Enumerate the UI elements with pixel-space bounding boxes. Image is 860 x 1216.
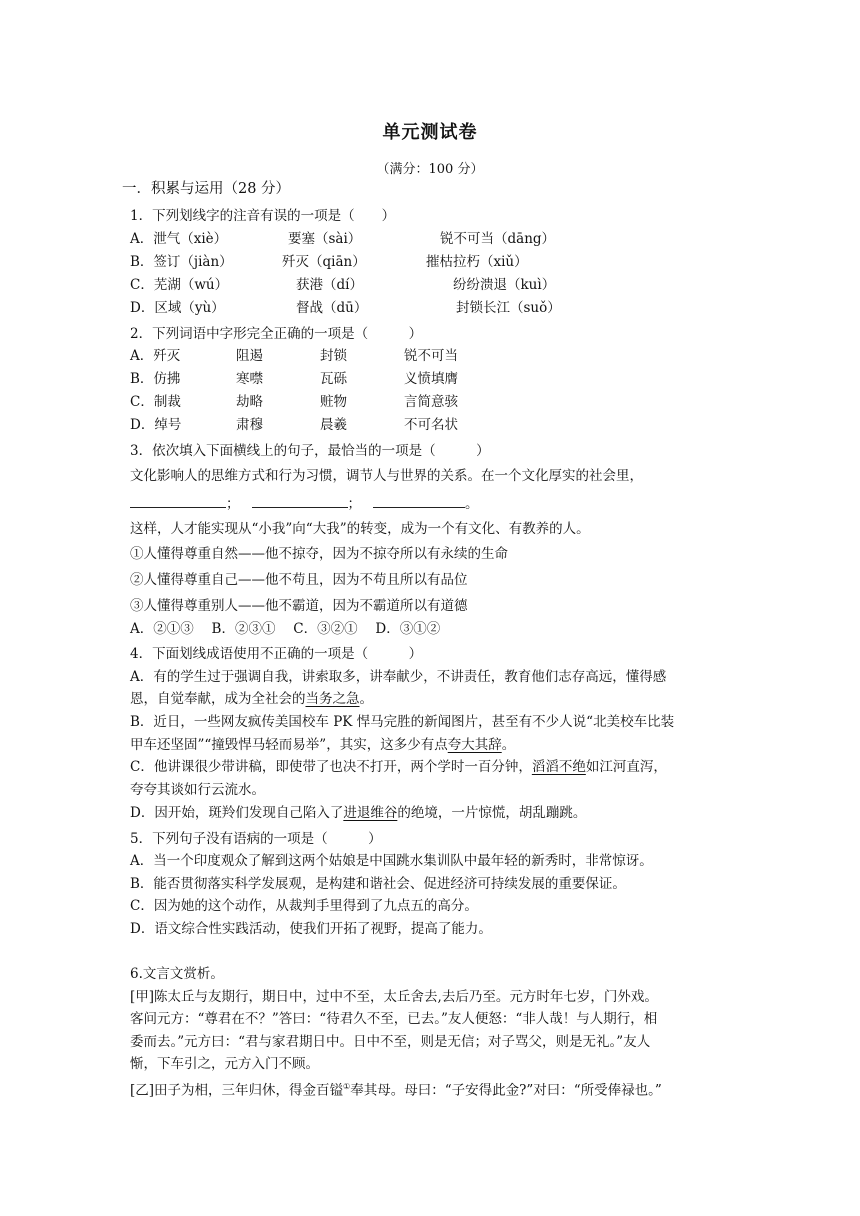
footnote-mark: ①	[343, 1082, 351, 1091]
underlined-idiom: 进退维谷	[343, 805, 398, 821]
q4-option-d: D．因开始，斑羚们发现自己陷入了进退维谷的绝境，一片惊慌，胡乱蹦跳。	[130, 805, 587, 821]
q1-option-a-col2: 要塞（sài）	[288, 231, 362, 247]
q1-option-b-col2: 歼灭（qiān）	[282, 254, 366, 270]
question-6-stem: 6.文言文赏析。	[130, 966, 224, 982]
q6-text-line1: [甲]陈太丘与友期行，期日中，过中不至，太丘舍去,去后乃至。元方时年七岁，门外戏。	[130, 989, 658, 1005]
question-5-stem: 5．下列句子没有语病的一项是（ ）	[130, 831, 382, 847]
q3-passage-line2: 这样，人才能实现从“小我”向“大我”的转变，成为一个有文化、有教养的人。	[130, 521, 590, 537]
q1-option-b-col1: B．签订（jiàn）	[130, 254, 233, 270]
question-2-stem: 2．下列词语中字形完全正确的一项是（ ）	[130, 326, 423, 342]
q2-option-d-w4: 不可名状	[404, 417, 458, 433]
fill-blank[interactable]	[252, 495, 348, 508]
q4-option-c-line2: 夸夸其谈如行云流水。	[130, 782, 265, 798]
q5-option-b: B．能否贯彻落实科学发展观，是构建和谐社会、促进经济可持续发展的重要保证。	[130, 876, 626, 892]
q2-option-d-w3: 晨羲	[320, 417, 347, 433]
q2-option-a-w1: A．歼灭	[130, 348, 181, 364]
q4-option-c-line1: C．他讲课很少带讲稿，即使带了也决不打开，两个学时一百分钟，滔滔不绝如江河直泻，	[130, 759, 667, 775]
q5-option-c: C．因为她的这个动作，从裁判手里得到了九点五的高分。	[130, 898, 478, 914]
q2-option-c-w2: 劫略	[236, 394, 263, 410]
fill-blank[interactable]	[130, 495, 226, 508]
question-4-stem: 4．下面划线成语使用不正确的一项是（ ）	[130, 646, 423, 662]
q6-text-line4: 惭，下车引之，元方入门不顾。	[130, 1056, 319, 1072]
q5-option-d: D．语文综合性实践活动，使我们开拓了视野，提高了能力。	[130, 921, 492, 937]
q1-option-a-col3: 锐不可当（dāng）	[440, 231, 556, 247]
q3-passage-line1: 文化影响人的思维方式和行为习惯，调节人与世界的关系。在一个文化厚实的社会里，	[130, 468, 643, 484]
q3-sentence-1: ①人懂得尊重自然——他不掠夺，因为不掠夺所以有永续的生命	[130, 546, 508, 562]
q1-option-c-col3: 纷纷溃退（kuì）	[453, 277, 556, 293]
q1-option-d-col2: 督战（dū）	[296, 300, 368, 316]
q1-option-c-col1: C．芜湖（wú）	[130, 277, 229, 293]
q4-option-b-line2: 甲车还坚固”“撞毁悍马轻而易举”，其实，这多少有点夸大其辞。	[130, 737, 516, 753]
q3-blank-line: ； ； 。	[130, 495, 479, 513]
q2-option-c-w4: 言简意骇	[404, 394, 458, 410]
q2-option-a-w4: 锐不可当	[404, 348, 458, 364]
q6-text-line2: 客问元方：“尊君在不？”答曰：“待君久不至，已去。”友人便怒：“非人哉！与人期行，相	[130, 1011, 658, 1027]
q4-option-b-line1: B．近日，一些网友疯传美国校车 PK 悍马完胜的新闻图片，甚至有不少人说“北美校车比装	[130, 714, 675, 730]
q1-option-a-col1: A．泄气（xiè）	[130, 231, 228, 247]
q2-option-b-w4: 义愤填膺	[404, 371, 458, 387]
q3-sentence-2: ②人懂得尊重自己——他不苟且，因为不苟且所以有品位	[130, 572, 468, 588]
underlined-idiom: 滔滔不绝	[531, 759, 586, 775]
q1-option-d-col1: D．区域（yù）	[130, 300, 225, 316]
page-title: 单元测试卷	[382, 122, 478, 143]
q6-text-line3: 委而去。”元方曰：“君与家君期日中。日中不至，则是无信；对子骂父，则是无礼。”友人	[130, 1034, 651, 1050]
q2-option-a-w3: 封锁	[320, 348, 347, 364]
underlined-idiom: 当务之急	[305, 691, 360, 707]
q6-text-line5: [乙]田子为相，三年归休，得金百镒①奉其母。母曰：“子安得此金?”对曰：“所受俸禄也。”	[130, 1082, 662, 1099]
q2-option-a-w2: 阻遏	[236, 348, 263, 364]
q4-option-a-line2: 恩，自觉奉献，成为全社会的当务之急。	[130, 691, 373, 707]
q2-option-d-w1: D．绰号	[130, 417, 182, 433]
section-heading: 一．积累与运用（28 分）	[122, 181, 291, 197]
q1-option-d-col3: 封锁长江（suǒ）	[456, 300, 561, 316]
q4-option-a-line1: A．有的学生过于强调自我，讲索取多，讲奉献少，不讲责任，教育他们志存高远，懂得感	[130, 669, 667, 685]
q2-option-b-w3: 瓦砾	[320, 371, 347, 387]
q1-option-b-col3: 摧枯拉朽（xiǔ）	[426, 254, 528, 270]
q1-option-c-col2: 获港（dí）	[296, 277, 363, 293]
q2-option-d-w2: 肃穆	[236, 417, 263, 433]
q3-choices: A．②①③ B．②③① C．③②① D．③①②	[130, 621, 441, 637]
fill-blank[interactable]	[373, 495, 465, 508]
q3-sentence-3: ③人懂得尊重别人——他不霸道，因为不霸道所以有道德	[130, 598, 468, 614]
question-3-stem: 3．依次填入下面横线上的句子，最恰当的一项是（ ）	[130, 443, 490, 459]
underlined-idiom: 夸大其辞	[447, 737, 502, 753]
q2-option-b-w1: B．仿拂	[130, 371, 181, 387]
q5-option-a: A．当一个印度观众了解到这两个姑娘是中国跳水集训队中最年轻的新秀时，非常惊讶。	[130, 853, 653, 869]
q2-option-c-w1: C．制裁	[130, 394, 181, 410]
q2-option-c-w3: 赃物	[320, 394, 347, 410]
q2-option-b-w2: 寒噤	[236, 371, 263, 387]
full-score-note: （满分：100 分）	[376, 162, 484, 177]
question-1-stem: 1．下列划线字的注音有误的一项是（ ）	[130, 208, 396, 224]
